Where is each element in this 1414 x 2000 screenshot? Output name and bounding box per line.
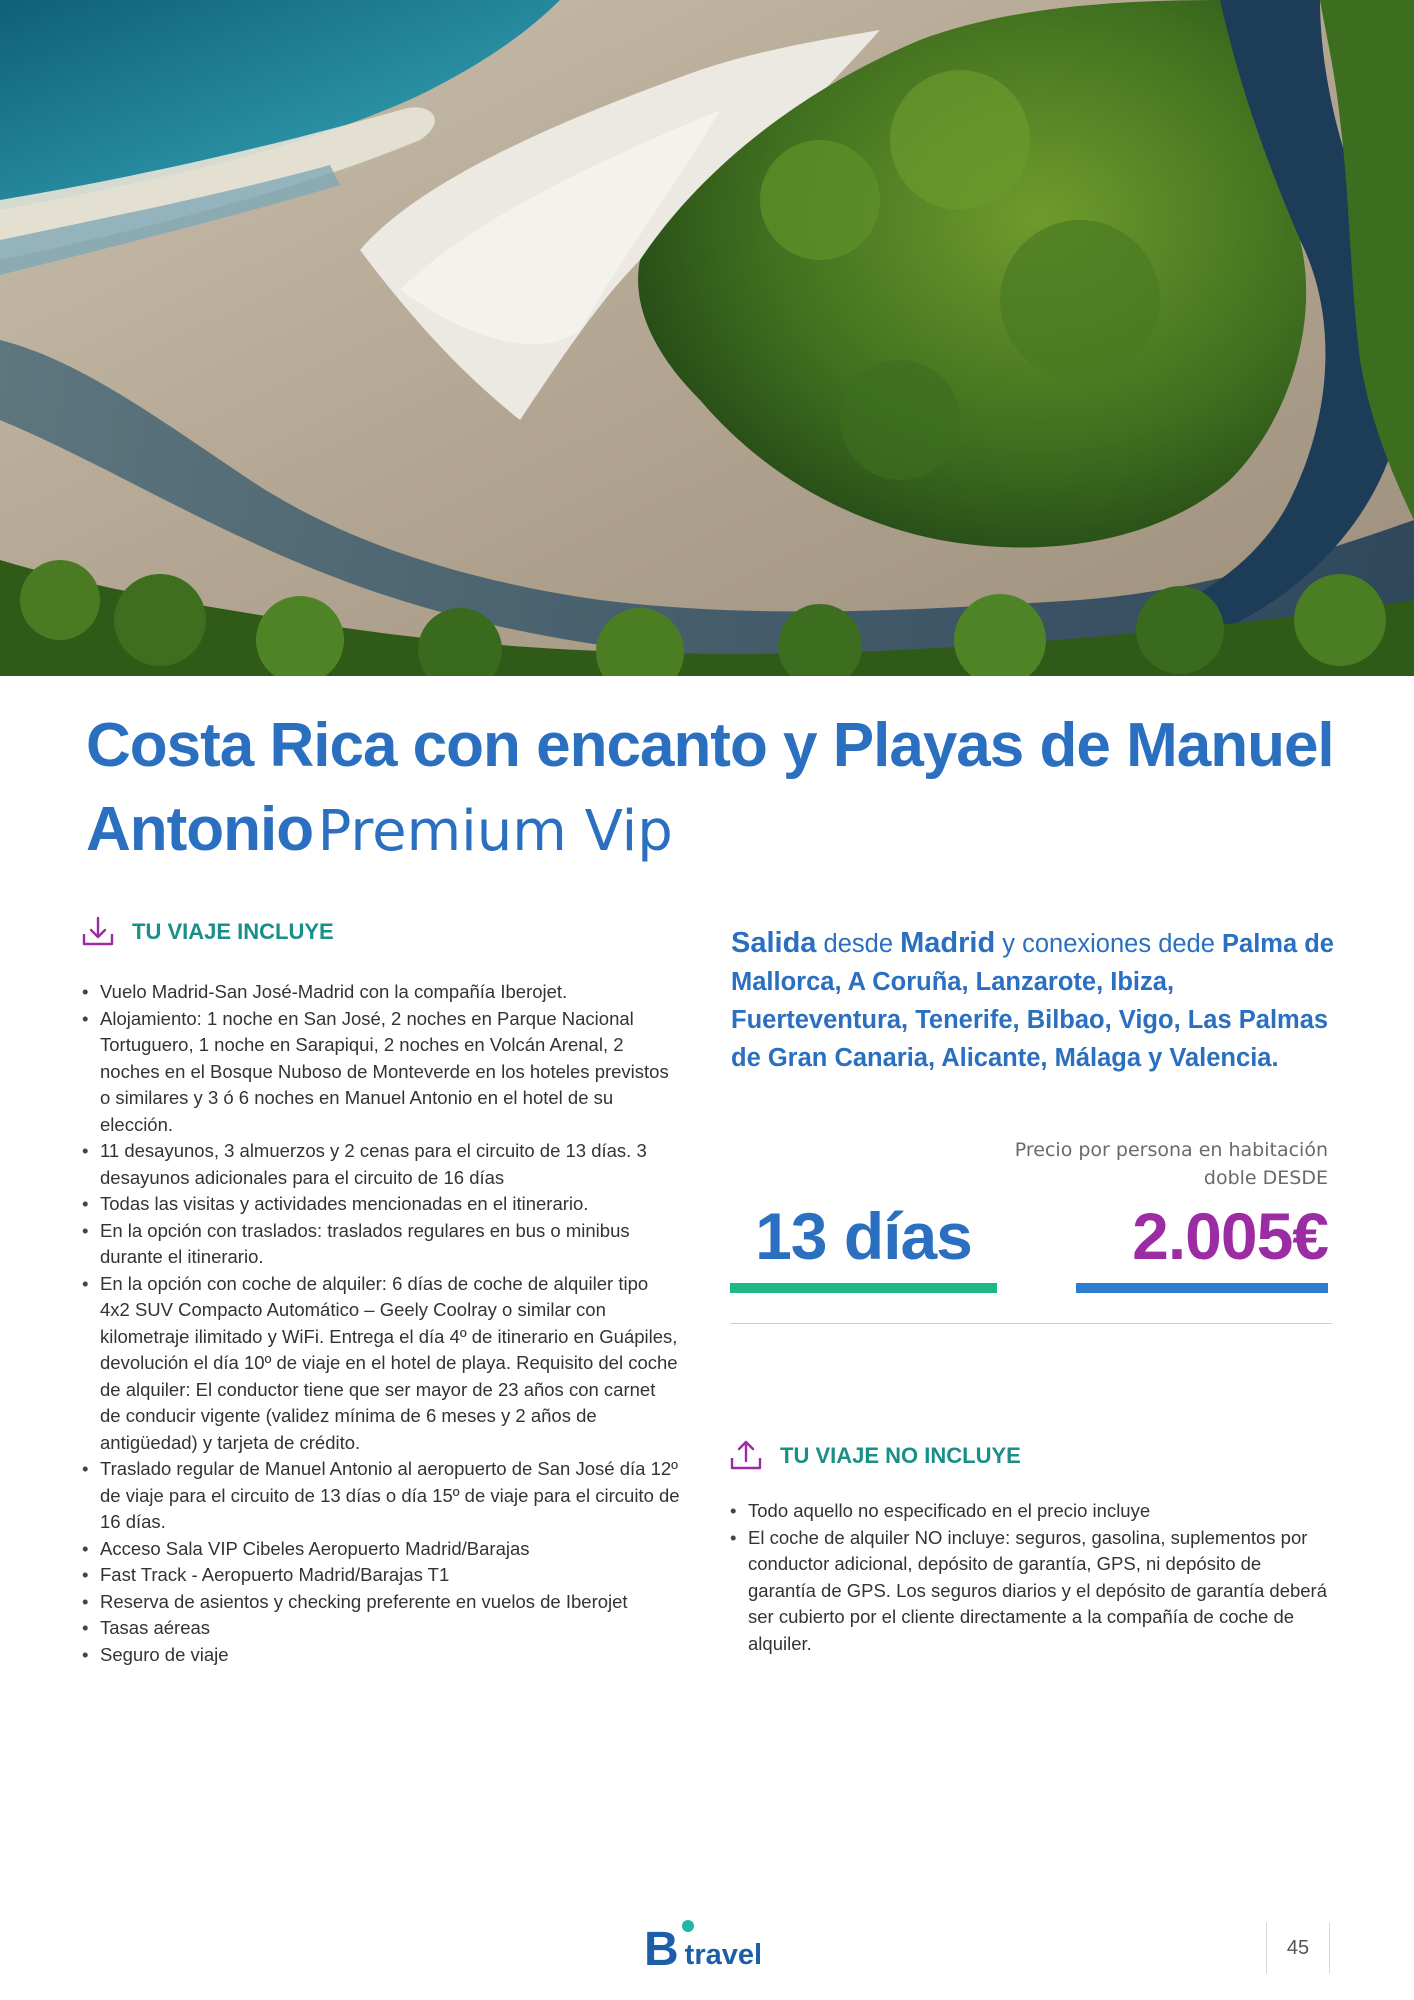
departure-desde: desde: [823, 930, 894, 958]
list-item: • Alojamiento: 1 noche en San José, 2 noches en Parque Nacional Tortuguero, 1 noche en Sarapiqui, 2 noches en Volcán Arenal, 2 noches en el Bosque Nuboso de Monteverde en los hoteles previstos o similares y 3 ó 6 noches en Manuel Antonio en el hotel de su elección.: [80, 1006, 680, 1139]
list-item: • Todo aquello no especificado en el precio incluye: [728, 1498, 1328, 1525]
list-item: • Vuelo Madrid-San José-Madrid con la compañía Iberojet.: [80, 979, 680, 1006]
section-divider: [730, 1323, 1332, 1324]
upload-tray-icon: [726, 1436, 766, 1476]
duration-days: 13 días: [755, 1199, 972, 1273]
list-item: • 11 desayunos, 3 almuerzos y 2 cenas para el circuito de 13 días. 3 desayunos adicionales para el circuito de 16 días: [80, 1138, 680, 1191]
list-item: • Reserva de asientos y checking preferente en vuelos de Iberojet: [80, 1589, 680, 1616]
logo-dot: [682, 1920, 694, 1932]
excludes-label: TU VIAJE NO INCLUYE: [780, 1443, 1021, 1468]
departure-info: [731, 924, 1336, 1077]
page-number: 45: [1266, 1922, 1330, 1974]
title-main: Costa Rica con encanto y Playas de Manuel Antonio: [86, 711, 1334, 864]
includes-heading: [78, 912, 334, 952]
download-tray-icon: [78, 912, 118, 952]
logo-b: B: [644, 1923, 679, 1976]
price-underline: [1076, 1283, 1328, 1293]
list-item: • Fast Track - Aeropuerto Madrid/Barajas T1: [80, 1562, 680, 1589]
page-title: [86, 712, 1346, 880]
includes-list: [80, 979, 680, 1668]
departure-cities: Palma de Mallorca, A Coruña, Lanzarote, Ibiza, Fuerteventura, Tenerife, Bilbao, Vigo, Las Palmas de Gran Canaria, Alicante, Málaga y Valencia.: [731, 930, 1334, 1072]
list-item: • Traslado regular de Manuel Antonio al aeropuerto de San José día 12º de viaje para el circuito de 13 días o día 15º de viaje para el circuito de 16 días.: [80, 1456, 680, 1536]
list-item: • El coche de alquiler NO incluye: seguros, gasolina, suplementos por conductor adicional, depósito de garantía, GPS, ni depósito de garantía de GPS. Los seguros diarios y el depósito de garantía deberá ser cubierto por el cliente directamente a la compañía de coche de alquiler.: [728, 1525, 1328, 1658]
list-item: • Seguro de viaje: [80, 1642, 680, 1669]
list-item: • En la opción con traslados: traslados regulares en bus o minibus durante el itinerario.: [80, 1218, 680, 1271]
hero-photo: [0, 0, 1414, 676]
price-from: 2.005€: [1132, 1199, 1328, 1273]
departure-salida: Salida: [731, 927, 817, 959]
list-item: • Acceso Sala VIP Cibeles Aeropuerto Madrid/Barajas: [80, 1536, 680, 1563]
list-item: • Todas las visitas y actividades mencionadas en el itinerario.: [80, 1191, 680, 1218]
excludes-list: [728, 1498, 1328, 1657]
departure-city: Madrid: [900, 927, 996, 959]
departure-connections: y conexiones dede: [1002, 930, 1215, 958]
title-suffix: Premium Vip: [317, 799, 673, 864]
duration-underline: [730, 1283, 997, 1293]
btravel-logo: [644, 1924, 762, 1974]
excludes-heading: [726, 1436, 1021, 1476]
logo-text: travel: [684, 1939, 763, 1971]
price-note: Precio por persona en habitación doble DESDE: [1014, 1139, 1328, 1189]
list-item: • En la opción con coche de alquiler: 6 días de coche de alquiler tipo 4x2 SUV Compacto Automático – Geely Coolray o similar con kilometraje ilimitado y WiFi. Entrega el día 4º de itinerario en Guápiles, devolución el día 10º de viaje en el hotel de playa. Requisito del coche de alquiler: El conductor tiene que ser mayor de 23 años con carnet de conducir vigente (validez mínima de 6 meses y 2 años de antigüedad) y tarjeta de crédito.: [80, 1271, 680, 1457]
list-item: • Tasas aéreas: [80, 1615, 680, 1642]
includes-label: TU VIAJE INCLUYE: [132, 919, 334, 944]
